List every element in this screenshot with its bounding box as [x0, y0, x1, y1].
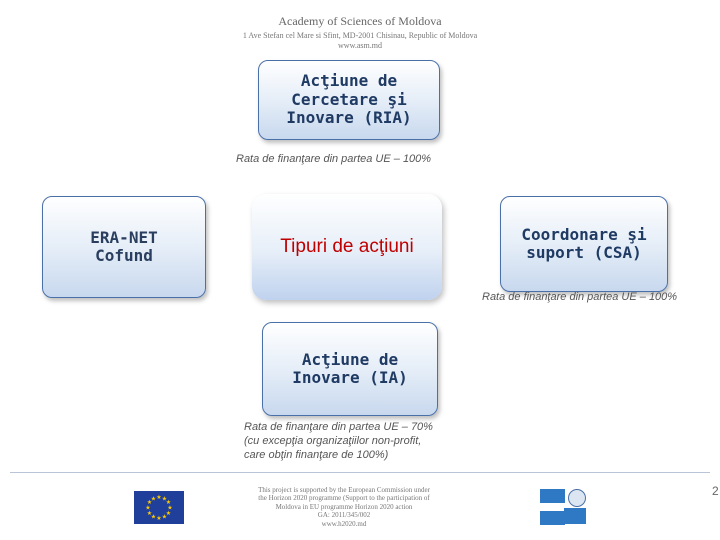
csa-label: Coordonare şi suport (CSA)	[521, 224, 647, 262]
header-address: 1 Ave Stefan cel Mare si Sfint, MD-2001 Chisinau, Republic of Moldova	[242, 31, 478, 40]
svg-text:★: ★	[161, 495, 168, 503]
svg-text:★: ★	[145, 504, 151, 512]
svg-text:★: ★	[161, 513, 168, 521]
ia-box	[262, 322, 438, 416]
ria-box	[258, 60, 440, 140]
eu-stars-icon	[134, 491, 184, 524]
svg-text:★: ★	[165, 510, 172, 517]
partner-logo-icon	[540, 489, 565, 525]
header-website: www.asm.md	[338, 41, 382, 50]
header-title: Academy of Sciences of Moldova	[278, 14, 442, 28]
svg-text:★: ★	[150, 513, 157, 521]
ia-funding-note: Rata de finanţare din partea UE – 70% (cu excepţia organizaţiilor non-profit, care obţin finanţare de 100%)	[244, 421, 433, 461]
header	[0, 14, 720, 50]
csa-box	[500, 196, 668, 292]
eu-flag-icon	[134, 491, 184, 524]
svg-text:★: ★	[165, 499, 172, 506]
ria-label: Acţiune de Cercetare şi Inovare (RIA)	[286, 71, 412, 128]
partner-seal-icon	[568, 489, 586, 507]
svg-text:★: ★	[156, 494, 162, 501]
footer-support-text: This project is supported by the European Commission under the Horizon 2020 programme (Support to the participation of Moldova in EU programme Horizon 2020 action GA: 2011/345/002 www.h2020.md	[258, 486, 430, 528]
page-number: 2	[712, 484, 719, 498]
eranet-box	[42, 196, 206, 298]
ia-label: Acţiune de Inovare (IA)	[292, 349, 408, 387]
footer-divider	[10, 472, 710, 473]
ria-funding-note: Rata de finanţare din partea UE – 100%	[236, 153, 432, 165]
svg-text:★: ★	[167, 504, 173, 512]
svg-text:★: ★	[156, 515, 162, 522]
svg-text:★: ★	[146, 510, 153, 517]
svg-text:★: ★	[150, 495, 157, 503]
svg-text:★: ★	[146, 499, 153, 506]
csa-funding-note: Rata de finanţare din partea UE – 100%	[482, 291, 678, 303]
action-types-box	[252, 194, 442, 300]
partner-logo-small-icon	[564, 508, 586, 524]
action-types-label: Tipuri de acţiuni	[280, 236, 414, 258]
eranet-label: ERA-NET Cofund	[90, 227, 158, 265]
